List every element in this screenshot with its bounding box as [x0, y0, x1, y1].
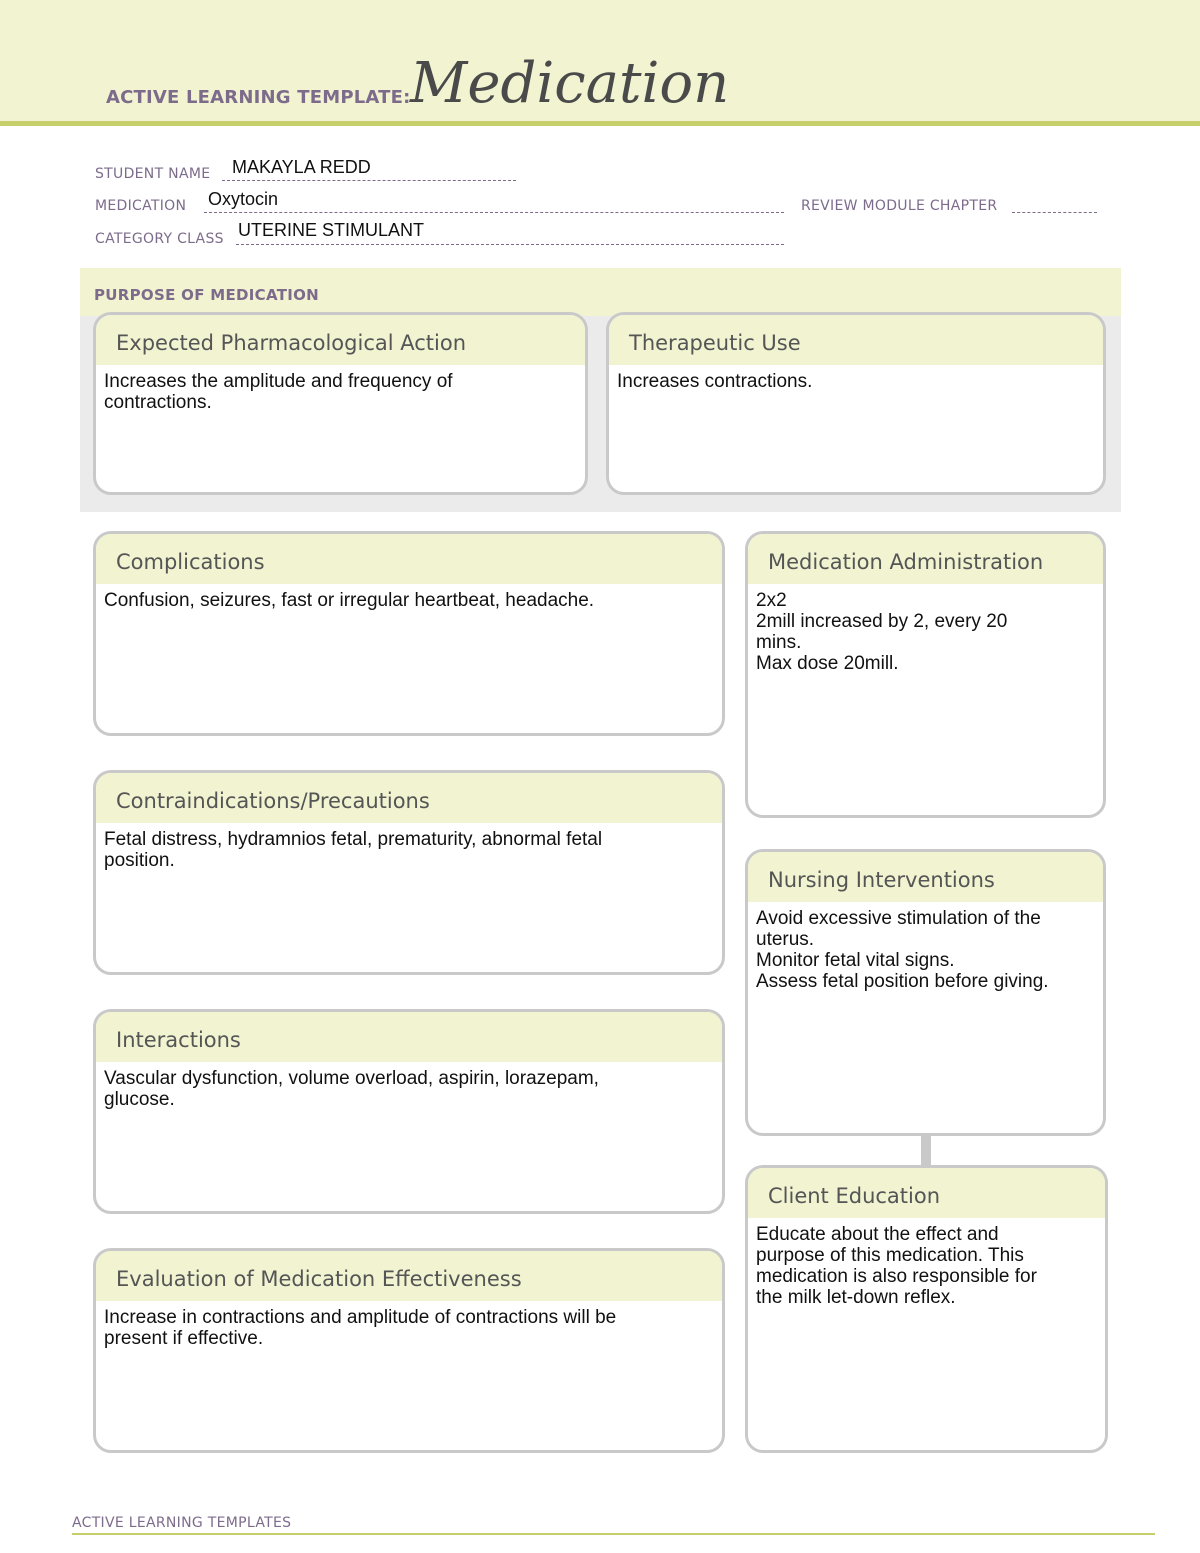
- expected-action-box: [93, 312, 588, 495]
- complications-text[interactable]: [96, 584, 722, 611]
- text-line: Avoid excessive stimulation of the: [756, 908, 1041, 929]
- review-module-field[interactable]: [1012, 212, 1097, 213]
- contraindications-text[interactable]: [96, 823, 722, 871]
- text-line: contractions.: [104, 392, 212, 413]
- nursing-interventions-title: Nursing Interventions: [748, 852, 1103, 902]
- text-line: medication is also responsible for: [756, 1266, 1037, 1287]
- text-line: Increase in contractions and amplitude of contractions will be: [104, 1307, 617, 1328]
- box-connector: [921, 1134, 931, 1166]
- text-line: purpose of this medication. This: [756, 1245, 1024, 1266]
- text-line: Fetal distress, hydramnios fetal, prematurity, abnormal fetal: [104, 829, 603, 850]
- interactions-box: [93, 1009, 725, 1214]
- text-line: Confusion, seizures, fast or irregular heartbeat, headache.: [104, 590, 595, 611]
- review-module-label: REVIEW MODULE CHAPTER: [801, 198, 998, 214]
- medication-administration-box: [745, 531, 1106, 818]
- text-line: Monitor fetal vital signs.: [756, 950, 955, 971]
- text-line: Max dose 20mill.: [756, 653, 899, 674]
- text-line: 2mill increased by 2, every 20: [756, 611, 1008, 632]
- student-name-field[interactable]: MAKAYLA REDD: [232, 157, 371, 177]
- interactions-text[interactable]: [96, 1062, 722, 1110]
- evaluation-title: Evaluation of Medication Effectiveness: [96, 1251, 722, 1301]
- client-education-title: Client Education: [748, 1168, 1105, 1218]
- student-name-line: [222, 180, 516, 181]
- client-education-box: [745, 1165, 1108, 1453]
- medication-administration-title: Medication Administration: [748, 534, 1103, 584]
- text-line: Educate about the effect and: [756, 1224, 999, 1245]
- category-class-label: CATEGORY CLASS: [95, 231, 224, 247]
- page-title: Medication: [410, 51, 730, 116]
- text-line: Vascular dysfunction, volume overload, aspirin, lorazepam,: [104, 1068, 599, 1089]
- category-class-field[interactable]: UTERINE STIMULANT: [238, 220, 425, 240]
- expected-action-text[interactable]: [96, 365, 585, 413]
- expected-action-title: Expected Pharmacological Action: [96, 315, 585, 365]
- therapeutic-use-box: [606, 312, 1106, 495]
- text-line: present if effective.: [104, 1328, 264, 1349]
- text-line: Assess fetal position before giving.: [756, 971, 1049, 992]
- medication-line: [204, 212, 784, 213]
- text-line: glucose.: [104, 1089, 175, 1110]
- client-education-text[interactable]: [748, 1218, 1105, 1308]
- nursing-interventions-text[interactable]: [748, 902, 1103, 992]
- text-line: Increases the amplitude and frequency of: [104, 371, 453, 392]
- complications-box: [93, 531, 725, 736]
- evaluation-box: [93, 1248, 725, 1453]
- medication-field[interactable]: Oxytocin: [208, 189, 279, 209]
- header-divider: [0, 121, 1200, 126]
- text-line: Increases contractions.: [617, 371, 813, 392]
- student-name-label: STUDENT NAME: [95, 166, 211, 182]
- therapeutic-use-title: Therapeutic Use: [609, 315, 1103, 365]
- medication-label: MEDICATION: [95, 198, 187, 214]
- text-line: uterus.: [756, 929, 815, 950]
- interactions-title: Interactions: [96, 1012, 722, 1062]
- evaluation-text[interactable]: [96, 1301, 722, 1349]
- category-class-line: [236, 244, 784, 245]
- text-line: mins.: [756, 632, 802, 653]
- therapeutic-use-text[interactable]: [609, 365, 1103, 392]
- medication-administration-text[interactable]: [748, 584, 1103, 674]
- purpose-label: PURPOSE OF MEDICATION: [94, 286, 320, 304]
- text-line: position.: [104, 850, 175, 871]
- text-line: 2x2: [756, 590, 787, 611]
- contraindications-title: Contraindications/Precautions: [96, 773, 722, 823]
- text-line: the milk let-down reflex.: [756, 1287, 956, 1308]
- contraindications-box: [93, 770, 725, 975]
- nursing-interventions-box: [745, 849, 1106, 1136]
- footer-text: ACTIVE LEARNING TEMPLATES: [72, 1515, 292, 1531]
- template-prefix: ACTIVE LEARNING TEMPLATE:: [106, 87, 411, 108]
- complications-title: Complications: [96, 534, 722, 584]
- footer-divider: [72, 1533, 1155, 1535]
